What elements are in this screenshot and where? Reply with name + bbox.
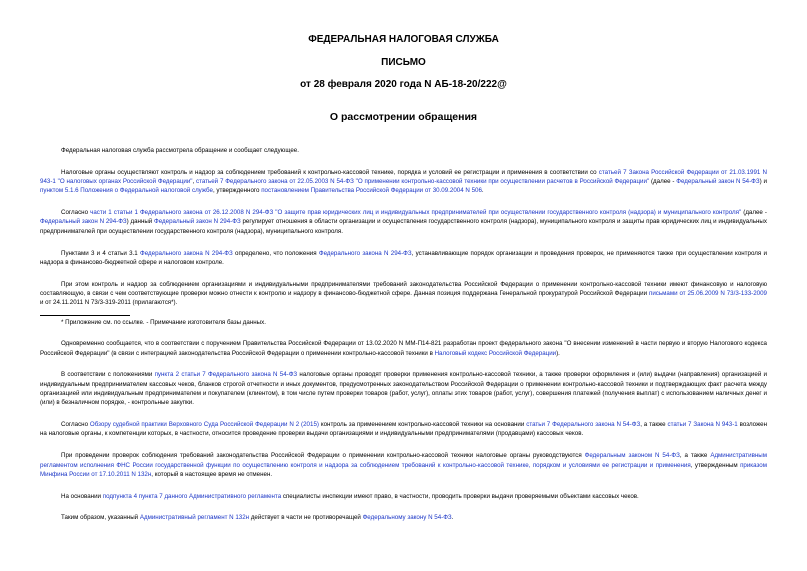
paragraph-prosecutor-position: При этом контроль и надзор за соблюдением организациями и индивидуальными предпринимателями требований законодательства Российской Федерации о применении контрольно-кассовой техники имеют финансовую и налоговую составляющую, в связи с чем соответствующие проверки можно отнести к контролю и надзору в финансово-бюджетной сфере. Данная позиция поддержана Генеральной прокуратурой Российской Федерации письмами от 25.06.2009 N 73/3-133-2009 и от 24.11.2011 N 73/3-319-2011 (прилагаются*). (40, 280, 767, 307)
link-regulation-132n[interactable]: Административный регламент N 132н (139, 514, 250, 522)
link-admin-regulation[interactable]: Административным регламентом исполнения ФНС России государственной функции по осуществлению контроля и надзора за соблюдением требований к контрольно-кассовой технике, порядком и условиями ее регистрации и применения (40, 452, 768, 469)
link-law-943-1[interactable]: статьей 7 Закона Российской Федерации от 21.03.1991 N 943-1 "О налоговых органах Российской Федерации" (40, 168, 767, 186)
document-subject: О рассмотрении обращения (329, 111, 478, 123)
link-prosecutor-letters[interactable]: письмами от 25.06.2009 N 73/3-133-2009 (649, 289, 767, 297)
issuer-title: ФЕДЕРАЛЬНАЯ НАЛОГОВАЯ СЛУЖБА (308, 34, 499, 45)
footnote: * Приложение см. по ссылке. - Примечание изготовителя базы данных. (61, 318, 266, 326)
footnote-divider (40, 315, 130, 316)
paragraph-intro: Федеральная налоговая служба рассмотрела обращение и сообщает следующее. (61, 147, 299, 154)
link-54fz-d[interactable]: Федеральному закону N 54-ФЗ (362, 514, 452, 522)
document-type: ПИСЬМО (381, 57, 426, 68)
link-court-review[interactable]: Обзору судебной практики Верховного Суда Российской Федерации N 2 (2015) (89, 421, 319, 429)
link-law-294fz-2[interactable]: Федеральный закон N 294-ФЗ (154, 218, 241, 226)
link-law-294fz[interactable]: Федеральный закон N 294-ФЗ (40, 218, 127, 226)
paragraph-tax-control: Налоговые органы осуществляют контроль и надзор за соблюдением требований к контрольно-кассовой технике, порядка и условий ее регистрации и применения в соответствии со статьей 7 Закона Российской Федерации от 21.03.1991 N 943-1 "О налоговых органах Российской Федерации", статьей 7 Федерального закона от 22.05.2003 N 54-ФЗ "О применении контрольно-кассовой техники при осуществлении расчетов в Российской Федерации" (далее - Федеральный закон N 54-ФЗ) и пунктом 5.1.6 Положения о Федеральной налоговой службе, утвержденного постановлением Правительства Российской Федерации от 30.09.2004 N 506. (40, 168, 767, 195)
link-law-943-1-art7[interactable]: статьи 7 Закона N 943-1 (667, 421, 738, 429)
paragraph-inspections: В соответствии с положениями пункта 2 статьи 7 Федерального закона N 54-ФЗ налоговые органы проводят проверки применения контрольно-кассовой техники, а также проверки оформления и (или) выдачи (направления) организацией и индивидуальным предпринимателем кассовых чеков, бланков строгой отчетности и иных документов, предусмотренных законодательством Российской Федерации о применении контрольно-кассовой техники и подтверждающих факт расчета между организацией или индивидуальным предпринимателем и покупателем (клиентом), в том числе путем проверки товаров (работ, услуг), оплаты этих товаров (работ, услуг), совершения платежей (получения выплат) с использованием наличных денег и (или) в безналичном порядке, - контрольные закупки. (40, 371, 767, 407)
document-body (40, 146, 767, 535)
paragraph-court-review: Согласно Обзору судебной практики Верховного Суда Российской Федерации N 2 (2015) контроль за применением контрольно-кассовой техники на основании статьи 7 Федерального закона N 54-ФЗ, а также статьи 7 Закона N 943-1 возложен на налоговые органы, к компетенции которых, в частности, относится проведение проверки выдачи организациями и индивидуальными предпринимателями (продавцами) кассовых чеков. (40, 421, 768, 438)
link-regulation-p7[interactable]: подпункта 4 пункта 7 данного Административного регламента (102, 492, 282, 500)
link-fns-regulation[interactable]: пунктом 5.1.6 Положения о Федеральной налоговой службе (40, 187, 213, 195)
link-54fz-art7-p2[interactable]: пункта 2 статьи 7 Федерального закона N 54-ФЗ (154, 371, 298, 379)
paragraph-conclusion: Таким образом, указанный Административный регламент N 132н действует в части не противоречащей Федеральному закону N 54-ФЗ. (61, 514, 454, 522)
link-tax-code[interactable]: Налоговый кодекс Российской Федерации (434, 349, 557, 357)
link-law-294fz-art1[interactable]: части 1 статьи 1 Федерального закона от 26.12.2008 N 294-ФЗ "О защите прав юридических лиц и индивидуальных предпринимателей при осуществлении государственного контроля (надзора) и муниципального контроля" (90, 209, 742, 217)
link-law-54fz[interactable]: Федеральный закон N 54-ФЗ (676, 178, 760, 186)
link-54fz-art7-b[interactable]: статьи 7 Федерального закона N 54-ФЗ (526, 421, 641, 429)
paragraph-inspector-rights: На основании подпункта 4 пункта 7 данного Административного регламента специалисты инспекции имеют право, в частности, проводить проверки выдачи проверяемыми объектами кассовых чеков. (61, 492, 639, 500)
link-law-54fz-art7[interactable]: статьей 7 Федерального закона от 22.05.2003 N 54-ФЗ "О применении контрольно-кассовой техники при осуществлении расчетов в Российской Федерации" (196, 178, 650, 186)
paragraph-law-294fz: Согласно части 1 статьи 1 Федерального закона от 26.12.2008 N 294-ФЗ "О защите прав юридических лиц и индивидуальных предпринимателей при осуществлении государственного контроля (надзора) и муниципального контроля" (далее - Федеральный закон N 294-ФЗ) данный Федеральный закон N 294-ФЗ регулирует отношения в области организации и осуществления государственного контроля (надзора), муниципального контроля и защиты прав юридических лиц и индивидуальных предпринимателей при осуществлении государственного контроля (надзора), муниципального контроля. (40, 209, 767, 235)
link-resolution-506[interactable]: постановлением Правительства Российской Федерации от 30.09.2004 N 506 (261, 187, 482, 195)
paragraph-art-3-1: Пунктами 3 и 4 статьи 3.1 Федерального закона N 294-ФЗ определено, что положения Федерального закона N 294-ФЗ, устанавливающие порядок организации и проведения проверок, не применяются также при осуществлении контроля и надзора в финансово-бюджетной сфере и налоговом контроле. (40, 249, 767, 266)
link-order-132n[interactable]: приказом Минфина России от 17.10.2011 N 132н (40, 461, 767, 478)
link-54fz-c[interactable]: Федеральным законом N 54-ФЗ (584, 452, 680, 460)
paragraph-draft-law: Одновременно сообщается, что в соответствии с поручением Правительства Российской Федерации от 13.02.2020 N ММ-П14-821 разработан проект федерального закона "О внесении изменений в части первую и вторую Налогового кодекса Российской Федерации" (в связи с интеграцией законодательства Российской Федерации о применении контрольно-кассовой техники в Налоговый кодекс Российской Федерации). (40, 340, 767, 357)
link-law-294fz-3[interactable]: Федерального закона N 294-ФЗ (140, 249, 233, 257)
paragraph-admin-regulation: При проведении проверок соблюдения требований законодательства Российской Федерации о применении контрольно-кассовой техники налоговые органы руководствуются Федеральным законом N 54-ФЗ, а также Административным регламентом исполнения ФНС России государственной функции по осуществлению контроля и надзора за соблюдением требований к контрольно-кассовой технике, порядком и условиями ее регистрации и применения, утвержденным приказом Минфина России от 17.10.2011 N 132н, который в настоящее время не отменен. (40, 452, 768, 478)
document-date-number: от 28 февраля 2020 года N АБ-18-20/222@ (300, 79, 507, 90)
link-law-294fz-4[interactable]: Федерального закона N 294-ФЗ (318, 249, 412, 257)
